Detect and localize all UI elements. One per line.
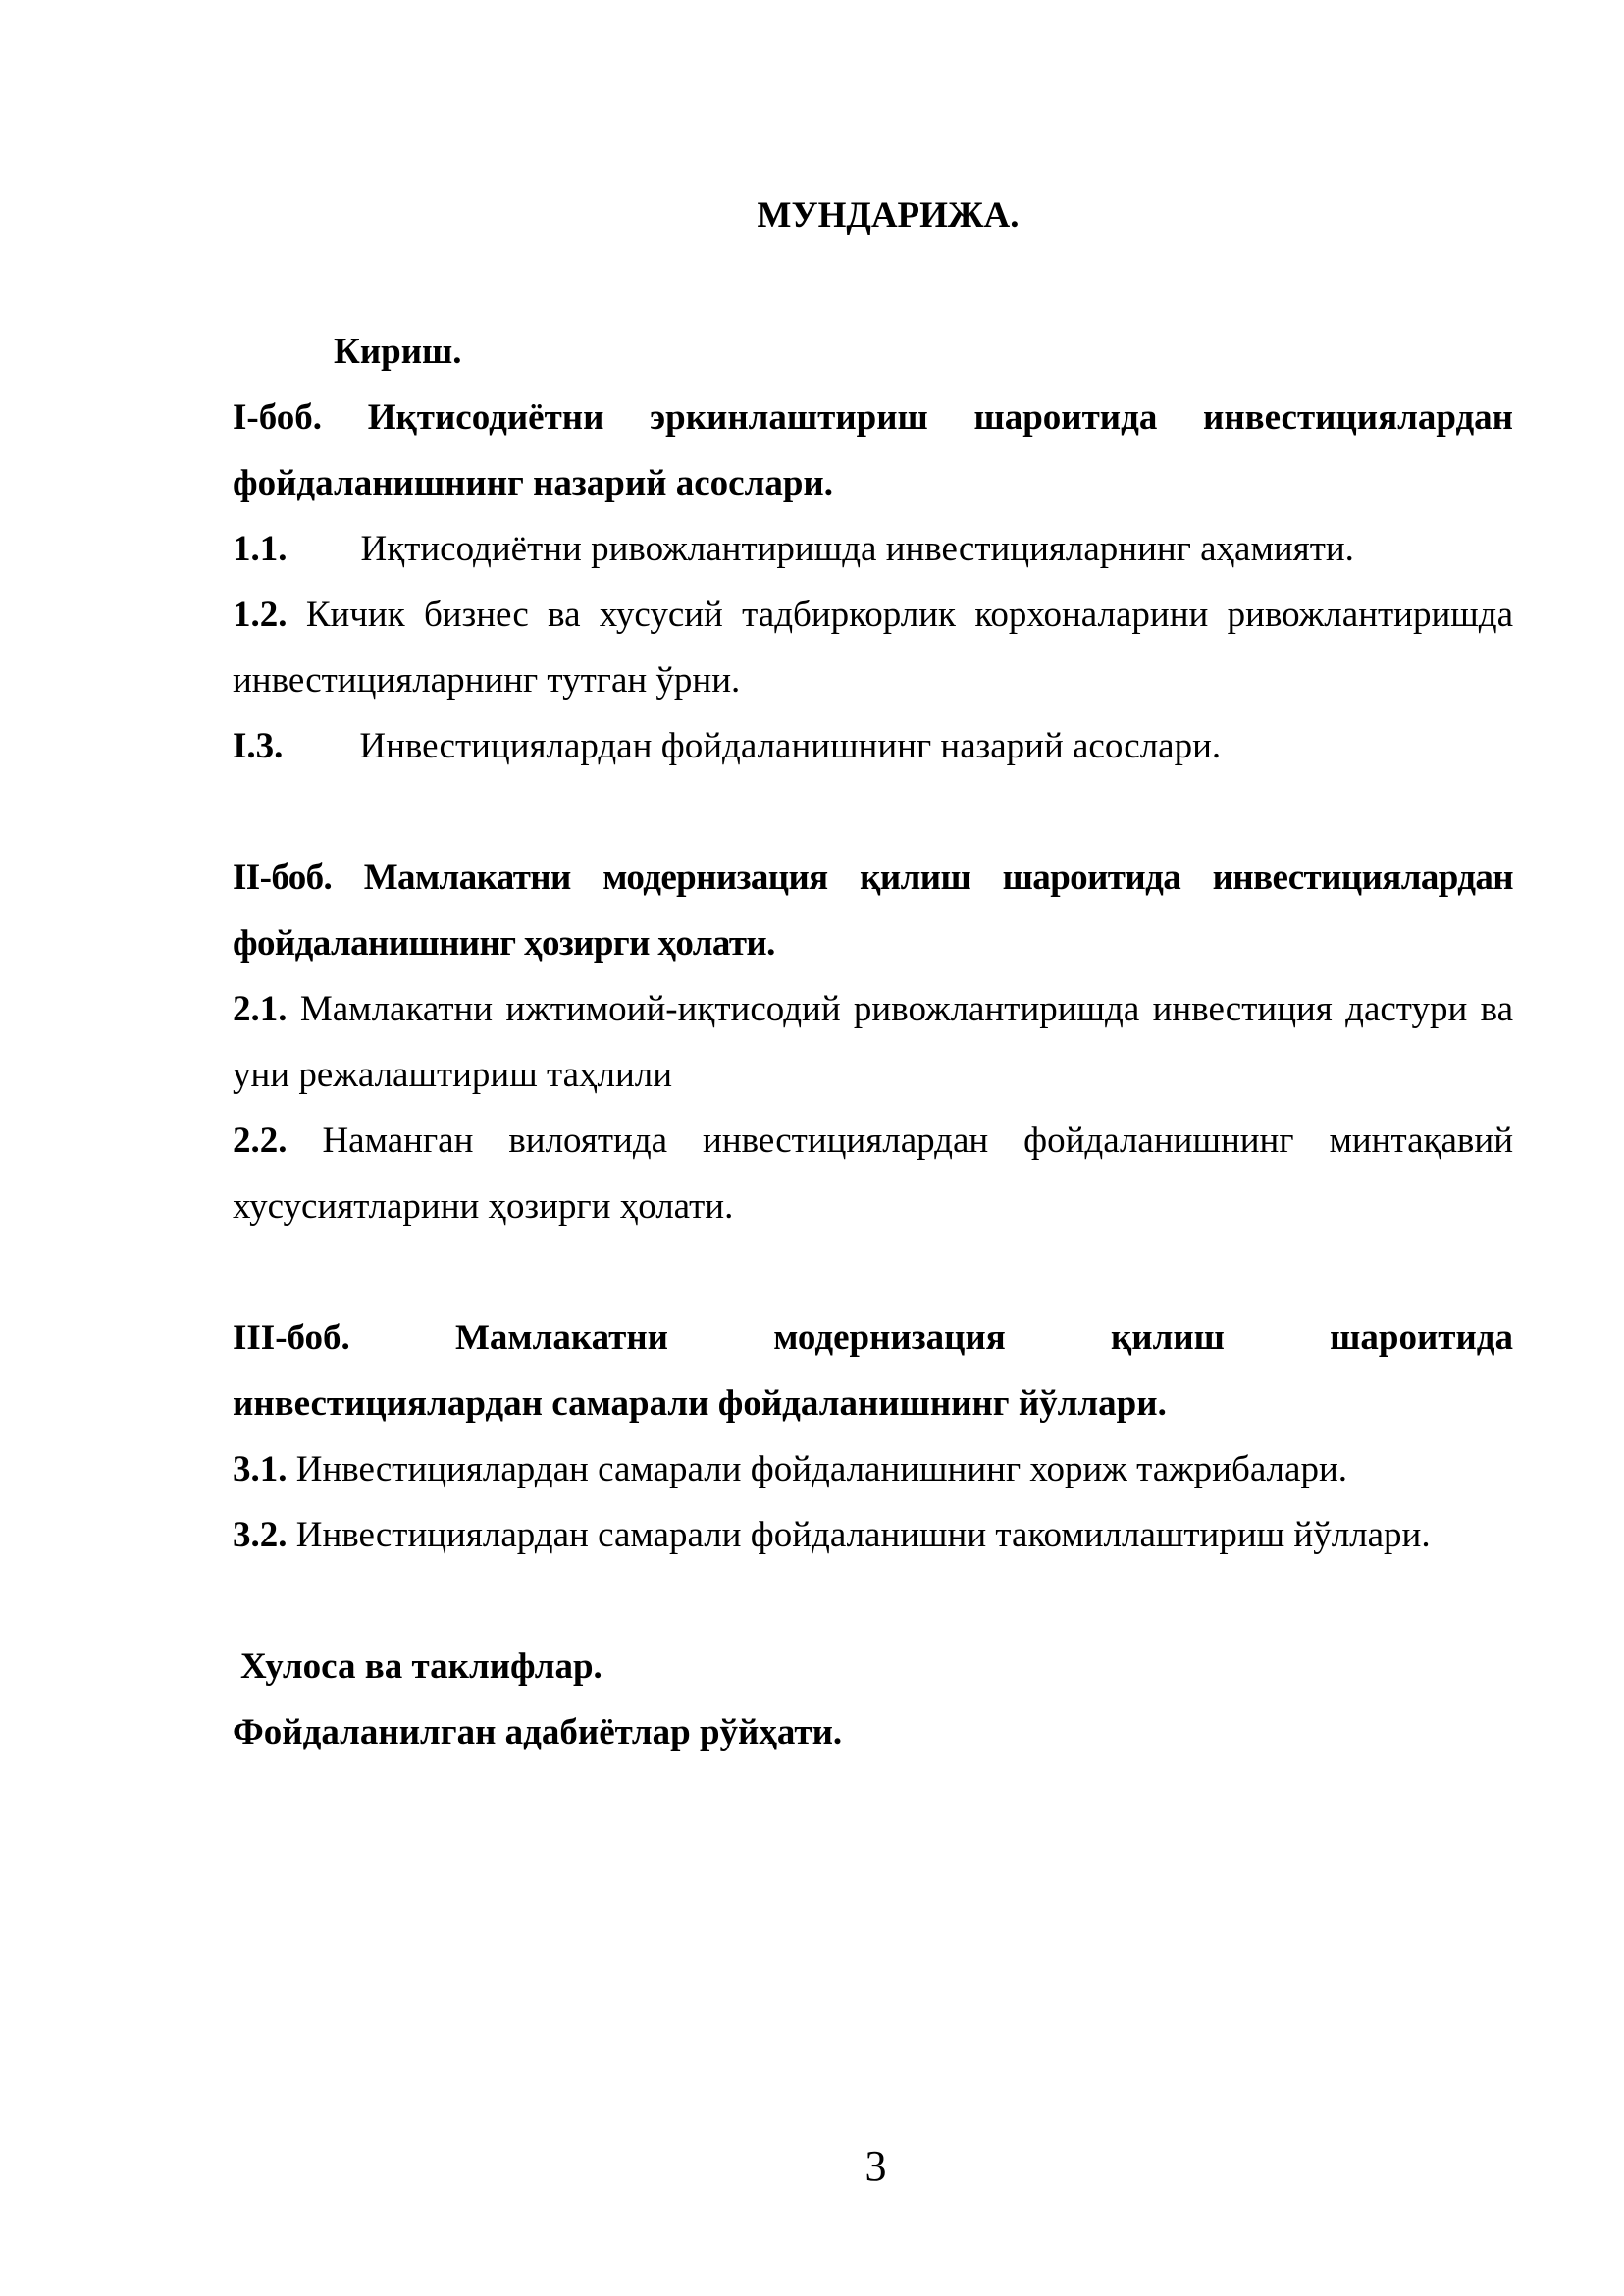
chapter-2-heading: II-боб. Мамлакатни модернизация қилиш шароитида инвестициялардан фойдаланишнинг ҳозирги ҳолати. xyxy=(233,858,1513,964)
section-number: 1.2. xyxy=(233,595,288,635)
spacer xyxy=(233,1568,1513,1634)
toc-intro: Кириш. xyxy=(334,332,462,372)
toc-section-1-3 xyxy=(233,713,1513,779)
page-number: 3 xyxy=(864,2142,887,2190)
toc-section-3-1 xyxy=(233,1436,1513,1502)
section-title: Иқтисодиётни ривожлантиришда инвестицияларнинг аҳамияти. xyxy=(360,529,1354,569)
section-number: 3.1. xyxy=(233,1449,288,1489)
toc-references: Фойдаланилган адабиётлар рўйҳати. xyxy=(233,1712,843,1752)
section-title: Кичик бизнес ва хусусий тадбиркорлик корхоналарини ривожлантиришда инвестицияларнинг тутган ўрни. xyxy=(233,595,1514,701)
toc-section-3-2 xyxy=(233,1502,1513,1568)
section-number: I.3. xyxy=(233,726,284,766)
table-of-contents xyxy=(233,319,1513,1765)
chapter-3-heading-line-2: инвестициялардан самарали фойдаланишнинг йўллари. xyxy=(233,1383,1167,1424)
section-title: Инвестициялардан самарали фойдаланишнинг хориж тажрибалари. xyxy=(295,1449,1347,1489)
spacer xyxy=(233,1239,1513,1305)
section-title: Инвестициялардан фойдаланишнинг назарий асослари. xyxy=(359,726,1222,766)
section-number: 1.1. xyxy=(233,529,288,569)
chapter-1-heading: I-боб. Иқтисодиётни эркинлаштириш шароитида инвестициялардан фойдаланишнинг назарий асослари. xyxy=(233,397,1513,503)
toc-section-1-1 xyxy=(233,516,1513,582)
toc-conclusion: Хулоса ва таклифлар. xyxy=(240,1646,602,1687)
section-number: 2.1. xyxy=(233,989,288,1029)
spacer xyxy=(233,779,1513,845)
section-title: Мамлакатни ижтимоий-иқтисодий ривожлантиришда инвестиция дастури ва уни режалаштириш таҳлили xyxy=(233,989,1514,1095)
toc-section-2-2 xyxy=(233,1108,1513,1239)
chapter-3-heading-line-1: III-боб. Мамлакатни модернизация қилиш шароитида xyxy=(233,1318,1513,1358)
section-number: 2.2. xyxy=(233,1121,288,1161)
page-title: МУНДАРИЖА. xyxy=(757,195,1020,235)
toc-section-2-1 xyxy=(233,976,1513,1108)
section-number: 3.2. xyxy=(233,1515,288,1555)
section-title: Наманган вилоятида инвестициялардан фойдаланишнинг минтақавий хусусиятларини ҳозирги ҳолати. xyxy=(233,1121,1513,1226)
section-title: Инвестициялардан самарали фойдаланишни такомиллаштириш йўллари. xyxy=(295,1515,1431,1555)
toc-section-1-2 xyxy=(233,582,1513,713)
